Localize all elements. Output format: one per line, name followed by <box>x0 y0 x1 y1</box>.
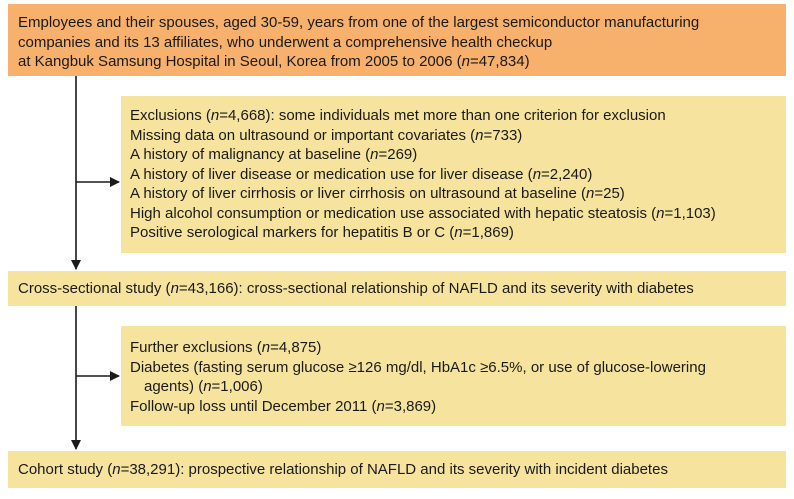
diabetes-exclusion: Diabetes (fasting serum glucose ≥126 mg/dl, HbA1c ≥6.5%, or use of glucose-lowering agents) (n=1,006) <box>130 358 706 395</box>
population-line-3: at Kangbuk Samsung Hospital in Seoul, Korea from 2005 to 2006 (n=47,834) <box>18 53 530 70</box>
exclusion-item: High alcohol consumption or medication use associated with hepatic steatosis (n=1,103) <box>130 204 716 222</box>
cross-sectional-label: Cross-sectional study (n=43,166): cross-sectional relationship of NAFLD and its severity with diabetes <box>18 280 694 297</box>
further-exclusions-title: Further exclusions (n=4,875) <box>130 339 322 356</box>
cohort-label: Cohort study (n=38,291): prospective relationship of NAFLD and its severity with incident diabetes <box>18 461 668 478</box>
population-line-2: companies and its 13 affiliates, who underwent a comprehensive health checkup <box>18 33 553 51</box>
exclusions-box <box>121 96 786 253</box>
exclusion-item: Positive serological markers for hepatitis B or C (n=1,869) <box>130 224 514 241</box>
exclusion-item: A history of liver disease or medication use for liver disease (n=2,240) <box>130 165 593 183</box>
exclusion-item: Missing data on ultrasound or important covariates (n=733) <box>130 126 523 144</box>
cohort-study-box <box>8 451 786 488</box>
exclusion-item: A history of malignancy at baseline (n=269) <box>130 146 418 163</box>
exclusion-item: A history of liver cirrhosis or liver cirrhosis on ultrasound at baseline (n=25) <box>130 185 625 202</box>
follow-up-loss: Follow-up loss until December 2011 (n=3,869) <box>130 397 437 415</box>
exclusion-item: Exclusions (n=4,668): some individuals met more than one criterion for exclusion <box>130 107 666 124</box>
population-line-1: Employees and their spouses, aged 30-59, years from one of the largest semiconductor manufacturing <box>18 14 700 31</box>
study-population-box <box>8 4 786 76</box>
further-exclusions-box <box>121 326 786 426</box>
cross-sectional-study-box <box>8 271 786 306</box>
